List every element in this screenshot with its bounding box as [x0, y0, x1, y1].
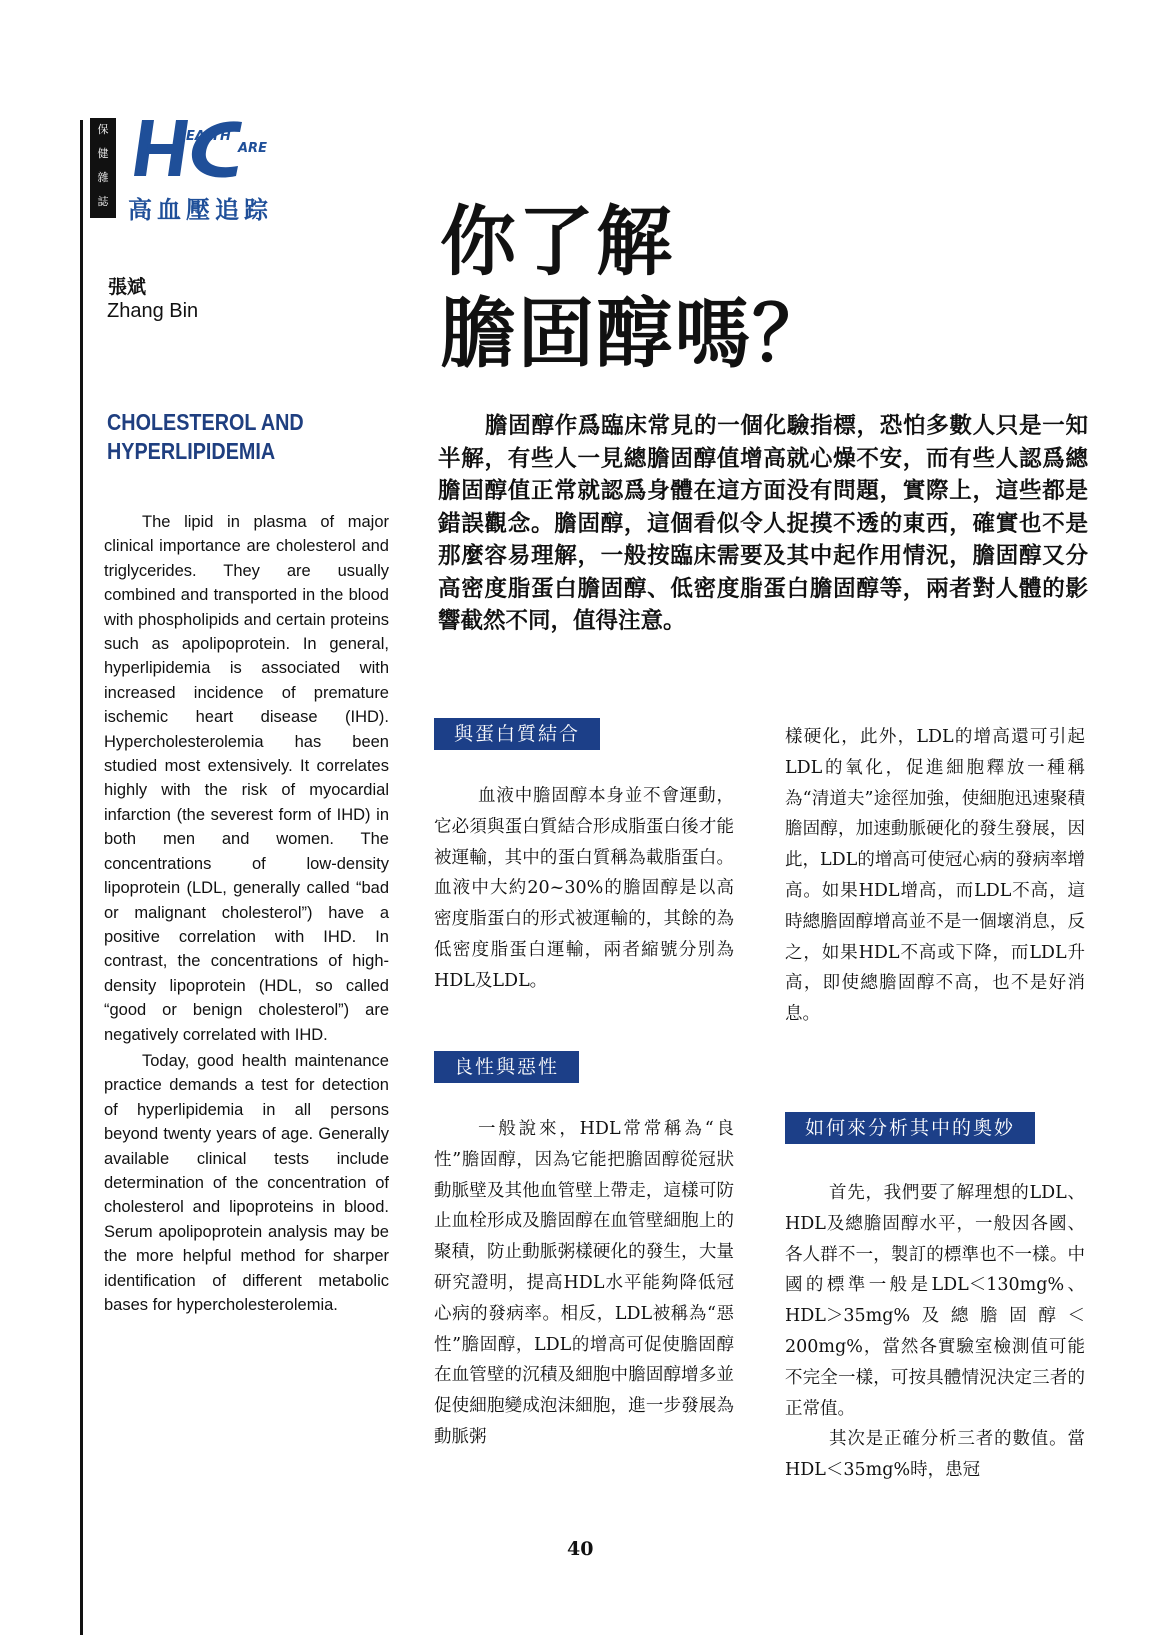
body-paragraph: 首先，我們要了解理想的LDL、HDL及總膽固醇水平，一般因各國、各人群不一，製訂的標準也不一樣。中國的標準一般是LDL＜130mg%、HDL＞35mg%及總膽固醇＜200mg%，當然各實驗室檢測值可能不完全一樣，可按具體情況決定三者的正常值。	[785, 1183, 1085, 1419]
section-title: 高血壓追踪	[128, 196, 273, 224]
lead-text: 膽固醇作爲臨床常見的一個化驗指標，恐怕多數人只是一知半解，有些人一見總膽固醇值增高就心燥不安，而有些人認爲總膽固醇值正常就認爲身體在這方面没有問題，實際上，這些都是錯誤觀念。膽固醇，這個看似令人捉摸不透的東西，確實也不是那麼容易理解，一般按臨床需要及其中起作用情況，膽固醇又分高密度脂蛋白膽固醇、低密度脂蛋白膽固醇等，兩者對人體的影響截然不同，值得注意。	[438, 413, 1088, 634]
article-headline	[440, 196, 1120, 380]
tag-char: 雜	[97, 171, 109, 184]
magazine-vertical-tag	[90, 118, 116, 218]
english-abstract	[104, 510, 389, 1317]
section-body-protein-binding	[434, 781, 734, 997]
headline-line-2: 膽固醇嗎？	[440, 289, 830, 378]
body-paragraph: 其次是正確分析三者的數值。當HDL＜35mg%時，患冠	[785, 1429, 1085, 1481]
headline-line-1: 你了解	[440, 197, 674, 286]
health-care-logo	[124, 116, 284, 182]
english-paragraph: The lipid in plasma of major clinical importance are cholesterol and triglycerides. They are usually combined and transported in the blood with phospholipids and certain proteins such as apolipoprotein. In general, hyperlipidemia is associated with increased incidence of premature ischemic heart disease (IHD). Hypercholesterolemia has been studied most extensively. It correlates highly with the risk of myocardial infarction (the severest form of IHD) in both men and women. The concentrations of low-density lipoprotein (LDL, generally called “bad or malignant cholesterol”) have a positive correlation with IHD. In contrast, the concentrations of high-density lipoprotein (HDL, so called “good or benign cholesterol”) are negatively correlated with IHD.	[104, 513, 389, 1044]
subheading-analysis: 如何來分析其中的奧妙	[785, 1112, 1035, 1144]
english-title-line-2: HYPERLIPIDEMIA	[107, 438, 276, 464]
author-name-english: Zhang Bin	[107, 300, 199, 322]
section-body-benign-malignant	[434, 1114, 734, 1453]
english-title-line-1: CHOLESTEROL AND	[107, 409, 304, 435]
body-paragraph: 一般說來，HDL常常稱為“良性”膽固醇，因為它能把膽固醇從冠狀動脈壁及其他血管壁上帶走，這樣可防止血栓形成及膽固醇在血管壁細胞上的聚積，防止動脈粥樣硬化的發生，大量研究證明，提高HDL水平能夠降低冠心病的發病率。相反，LDL被稱為“惡性”膽固醇，LDL的增高可促使膽固醇在血管壁的沉積及細胞中膽固醇增多並促使細胞變成泡沫細胞，進一步發展為動脈粥	[434, 1119, 734, 1447]
left-vertical-rule	[80, 120, 83, 1635]
body-paragraph: 血液中膽固醇本身並不會運動，它必須與蛋白質結合形成脂蛋白後才能被運輸，其中的蛋白質稱為載脂蛋白。血液中大約20~30%的膽固醇是以高密度脂蛋白的形式被運輸的，其餘的為低密度脂蛋白運輸，兩者縮號分別為HDL及LDL。	[434, 786, 734, 991]
body-paragraph: 樣硬化，此外，LDL的增高還可引起LDL的氧化，促進細胞釋放一種稱為“清道夫”途徑加強，使細胞迅速聚積膽固醇，加速動脈硬化的發生發展，因此，LDL的增高可使冠心病的發病率增高。如果HDL增高，而LDL不高，這時總膽固醇增高並不是一個壞消息，反之，如果HDL不高或下降，而LDL升高，即使總膽固醇不高，也不是好消息。	[785, 727, 1085, 1025]
logo-text-are: ARE	[238, 141, 267, 156]
tag-char: 保	[97, 123, 109, 136]
tag-char: 誌	[97, 195, 109, 208]
english-title	[107, 408, 365, 466]
english-paragraph: Today, good health maintenance practice demands a test for detection of hyperlipidemia in all persons beyond twenty years of age. Generally available clinical tests include determination of the concentration of cholesterol and lipoproteins in blood. Serum apolipoprotein analysis may be the more helpful method for sharper identification of different metabolic bases for hypercholesterolemia.	[104, 1051, 389, 1314]
lead-paragraph	[438, 410, 1088, 638]
subheading-benign-malignant: 良性與惡性	[434, 1051, 579, 1083]
page-number: 40	[567, 1538, 594, 1560]
author-name-chinese: 張斌	[108, 276, 147, 298]
section-body-continued	[785, 722, 1085, 1030]
tag-char: 健	[97, 147, 109, 160]
section-body-analysis	[785, 1178, 1085, 1486]
logo-text-ealth: EALTH	[186, 129, 231, 144]
subheading-protein-binding: 與蛋白質結合	[434, 718, 600, 750]
